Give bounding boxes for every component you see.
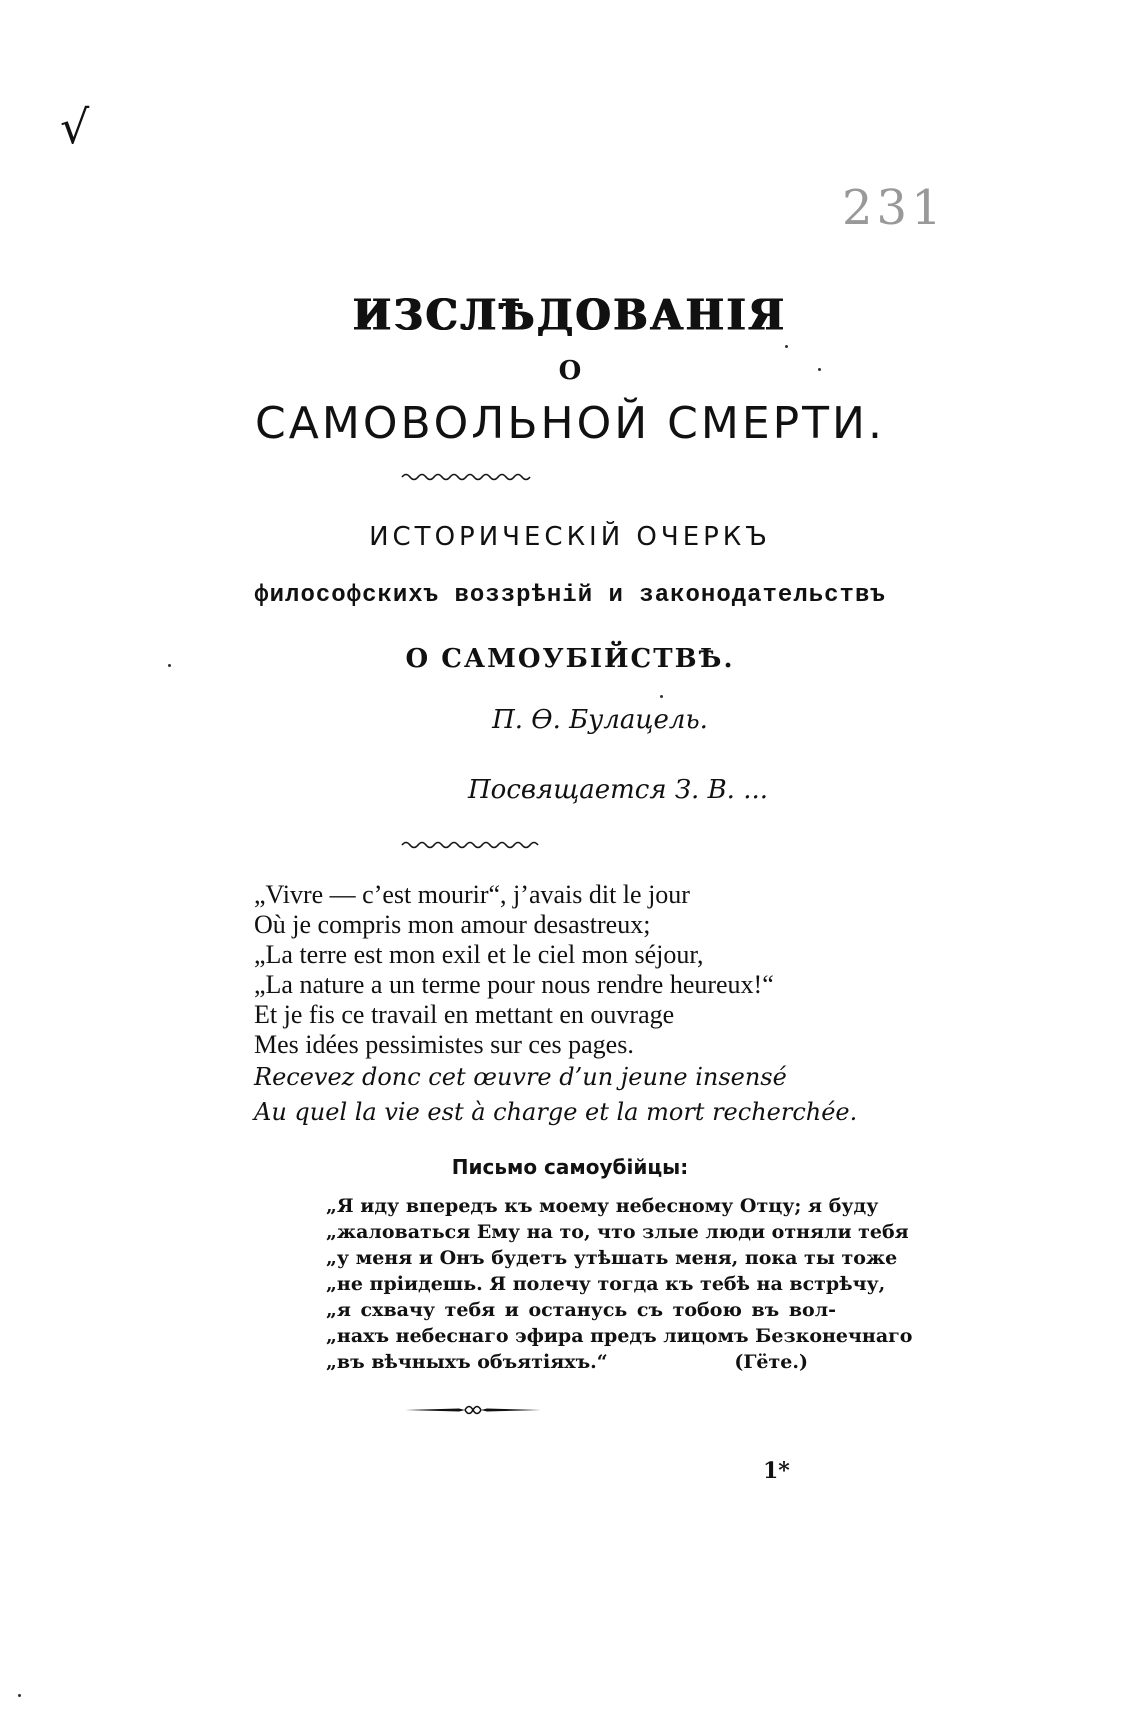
letter-last-line: „въ вѣчныхъ объятіяхъ.“ — [326, 1351, 608, 1373]
ink-speck — [785, 345, 788, 348]
title-main-text: ИЗСЛѢДОВАНІЯ — [353, 290, 787, 341]
letter-line: „я схвачу тебя и останусь съ тобою въ вол- — [326, 1299, 836, 1321]
letter-line: „не пріидешь. Я полечу тогда къ тебѣ на встрѣчу, — [326, 1273, 886, 1295]
poem-line: Et je fis ce travail en mettant en ouvrage — [254, 1000, 675, 1029]
manuscript-number: 231 — [842, 180, 946, 236]
poem-script-line: Recevez donc cet œuvre d’un jeune insensé — [254, 1063, 787, 1091]
title-main — [0, 292, 1140, 339]
essay-topic: О САМОУБІЙСТВѢ. — [405, 644, 735, 674]
title-preposition: О — [558, 356, 582, 386]
ink-speck — [660, 695, 663, 698]
page-number: 1* — [763, 1458, 790, 1484]
author-name: П. Ѳ. Булацель. — [492, 705, 708, 735]
epigraph-poem — [254, 880, 857, 1130]
letter-heading: Письмо самоубійцы: — [451, 1155, 689, 1179]
poem-line: Mes idées pessimistes sur ces pages. — [254, 1030, 634, 1059]
essay-subject: философскихъ воззрѣній и законодательствъ — [254, 582, 886, 609]
letter-line: „у меня и Онъ будетъ утѣшать меня, пока ты тоже — [326, 1247, 898, 1269]
poem-line: „La nature a un terme pour nous rendre heureux!“ — [254, 970, 774, 999]
dedication: Посвящается З. В. ... — [468, 775, 769, 805]
letter-line: „нахъ небеснаго эфира предъ лицомъ Безконечнаго — [326, 1325, 913, 1347]
ornament-divider — [403, 1402, 543, 1418]
check-mark: √ — [60, 100, 90, 154]
letter-line: „Я иду впередъ къ моему небесному Отцу; я буду — [326, 1195, 879, 1217]
squiggle-divider-middle — [400, 838, 545, 852]
poem-line: „Vivre — c’est mourir“, j’avais dit le jour — [254, 880, 690, 909]
ink-speck — [18, 1694, 21, 1697]
essay-title: ИСТОРИЧЕСКІЙ ОЧЕРКЪ — [369, 522, 771, 552]
ink-speck — [168, 664, 171, 667]
title-subtitle: САМОВОЛЬНОЙ СМЕРТИ. — [255, 398, 885, 449]
letter-line: „жаловаться Ему на то, что злые люди отняли тебя — [326, 1221, 909, 1243]
poem-line: „La terre est mon exil et le ciel mon séjour, — [254, 940, 704, 969]
poem-script-line: Au quel la vie est à charge et la mort recherchée. — [254, 1098, 858, 1126]
poem-line: Où je compris mon amour desastreux; — [254, 910, 651, 939]
ink-speck — [818, 368, 821, 371]
letter-source: (Гёте.) — [734, 1351, 808, 1373]
squiggle-divider-top — [400, 470, 535, 484]
suicide-letter — [326, 1193, 913, 1375]
